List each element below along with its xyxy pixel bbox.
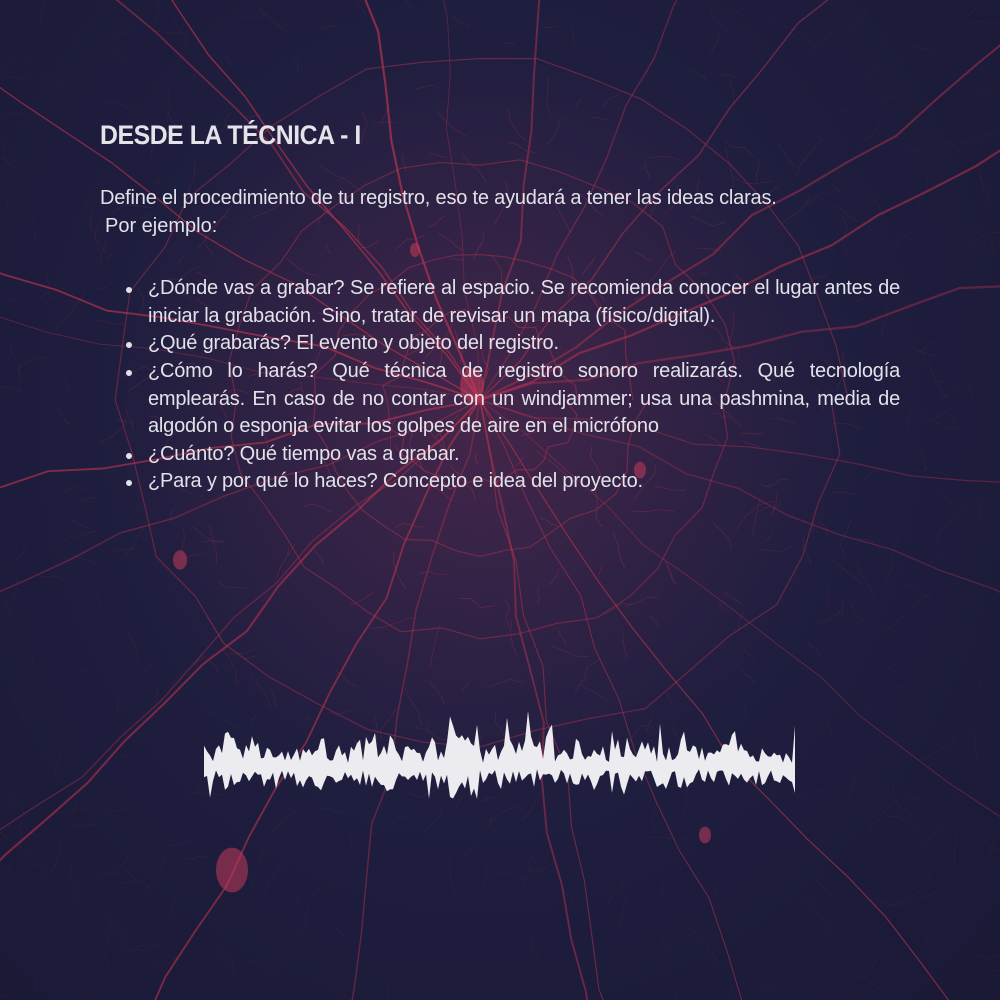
- text-content: [100, 116, 900, 496]
- question-list: [100, 275, 900, 496]
- list-item: ¿Cuánto? Qué tiempo vas a grabar.: [148, 441, 900, 469]
- page-title: DESDE LA TÉCNICA - I: [100, 120, 361, 150]
- list-item: ¿Qué grabarás? El evento y objeto del registro.: [148, 330, 900, 358]
- list-item: ¿Cómo lo harás? Qué técnica de registro sonoro realizarás. Qué tecnología emplearás. En caso de no contar con un windjammer; usa una pashmina, media de algodón o esponja evitar los golpes de aire en el micrófono: [148, 358, 900, 441]
- intro-paragraph: Define el procedimiento de tu registro, eso te ayudará a tener las ideas claras.: [100, 187, 777, 209]
- sound-waveform-icon: [200, 705, 800, 815]
- list-item: ¿Dónde vas a grabar? Se refiere al espacio. Se recomienda conocer el lugar antes de iniciar la grabación. Sino, tratar de revisar un mapa (físico/digital).: [148, 275, 900, 330]
- list-item: ¿Para y por qué lo haces? Concepto e idea del proyecto.: [148, 468, 900, 496]
- example-label: Por ejemplo:: [105, 214, 218, 237]
